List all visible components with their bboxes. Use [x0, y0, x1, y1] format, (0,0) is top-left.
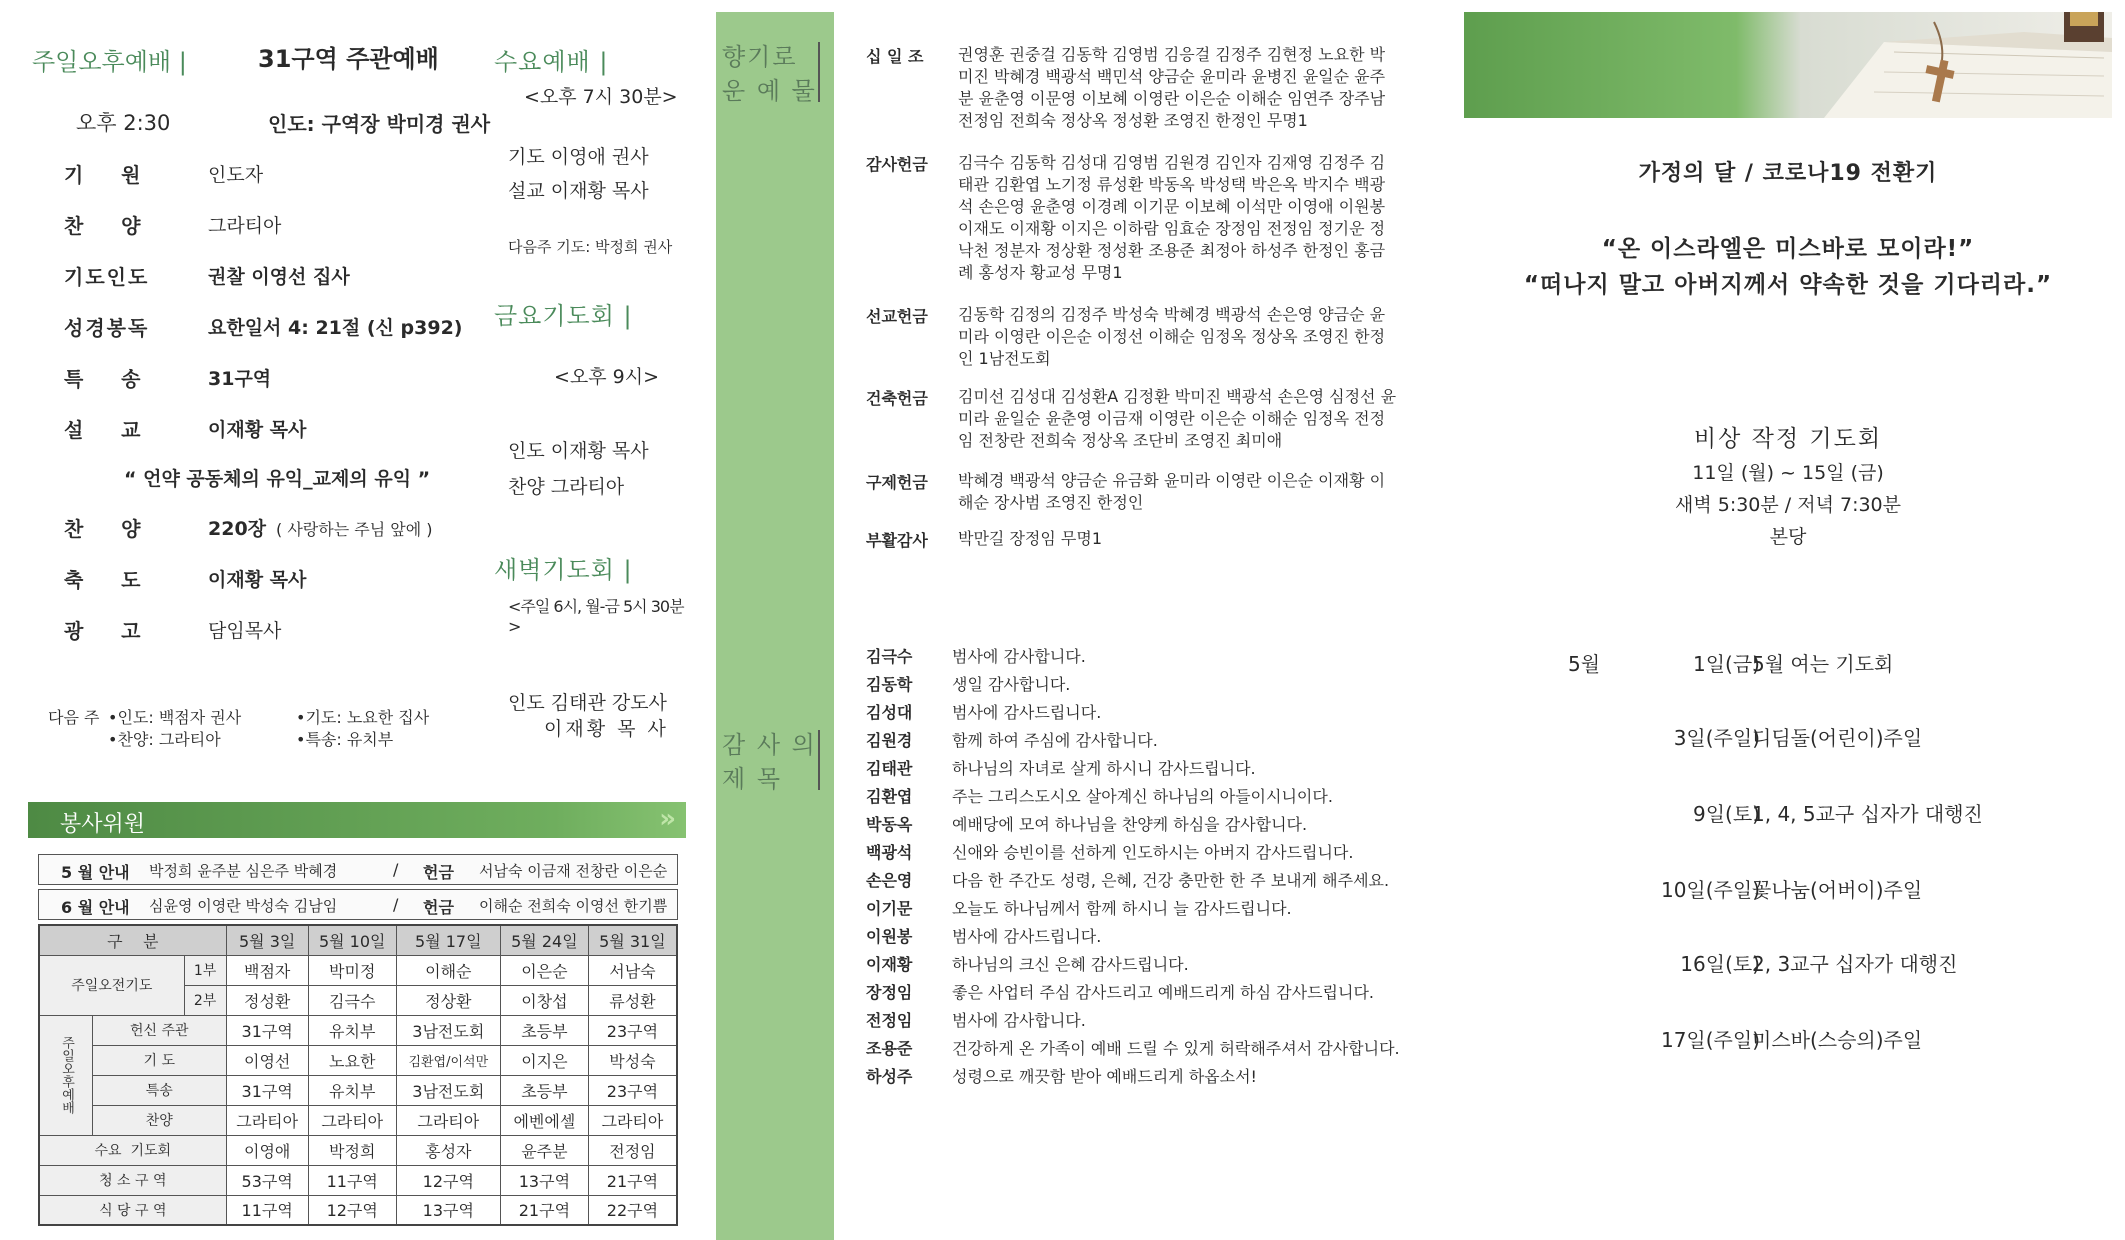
thanks-list [862, 644, 1462, 1104]
thanks-text: 범사에 감사합니다. [952, 647, 1086, 666]
table-cell: 유치부 [308, 1075, 396, 1105]
table-row [39, 1045, 677, 1075]
offerings-band-title: 향기로운 예 물 [722, 43, 817, 105]
thanks-name: 백광석 [866, 843, 913, 862]
row-label: 헌신 주관 [93, 1015, 227, 1045]
table-cell: 12구역 [308, 1195, 396, 1225]
order-label-hymn: 찬 양 [64, 517, 143, 541]
thanks-name: 김극수 [866, 647, 913, 666]
order-value-benediction: 이재황 목사 [208, 569, 307, 591]
table-cell: 3남전도회 [396, 1015, 500, 1045]
order-value-special: 31구역 [208, 368, 272, 390]
thanks-name: 이기문 [866, 899, 913, 918]
table-row [39, 1135, 677, 1165]
calendar-day: 1일(금) [1693, 652, 1760, 676]
thanks-text: 범사에 감사합니다. [952, 1011, 1086, 1030]
order-value-sermon: 이재황 목사 [208, 419, 307, 441]
row-group-label: 주일오전기도 [39, 955, 184, 1015]
friday-praise: 찬양 그라티아 [508, 476, 625, 498]
june-offer-label: 헌금 [423, 898, 454, 917]
weekday-services [488, 12, 688, 772]
order-label-announce: 광 고 [64, 619, 143, 643]
table-cell: 이해순 [396, 955, 500, 985]
row-label: 수요 기도회 [39, 1135, 226, 1165]
table-row [39, 1165, 677, 1195]
order-value-scripture: 요한일서 4: 21절 (신 p392) [208, 317, 463, 339]
order-label-benediction: 축 도 [64, 568, 143, 592]
order-value-praise: 그라티아 [208, 215, 282, 237]
order-value-invocation: 인도자 [208, 164, 264, 186]
thanks-name: 김동학 [866, 675, 913, 694]
row-label: 2부 [184, 985, 226, 1015]
next-week-item: •찬양: 그라티아 [108, 730, 221, 749]
table-cell: 정성환 [226, 985, 308, 1015]
thanks-band-title: 감 사 의 제 목 [722, 731, 817, 793]
thanks-text: 주는 그리스도시오 살아계신 하나님의 아들이시니이다. [952, 787, 1333, 806]
thanks-name: 이원봉 [866, 927, 913, 946]
next-week-item: •인도: 백점자 권사 [108, 708, 242, 727]
row-label: 찬양 [93, 1105, 227, 1135]
may-info-label: 5 월 안내 [61, 863, 130, 882]
table-row [39, 1075, 677, 1105]
table-cell: 이영선 [226, 1045, 308, 1075]
thanks-text: 좋은 사업터 주심 감사드리고 예배드리게 하심 감사드립니다. [952, 983, 1375, 1002]
table-cell: 이창섭 [500, 985, 588, 1015]
wednesday-time: <오후 7시 30분> [524, 86, 678, 108]
dawn-time: <주일 6시, 월-금 5시 30분> [508, 597, 684, 636]
may-info [38, 854, 678, 885]
offering-names: 김극수 김동학 김성대 김영범 김원경 김인자 김재영 김정주 김태관 김환엽 노기정 류성환 박동옥 박성택 박은옥 박지수 백광석 손은영 윤춘영 이경례 이기문 이보혜 이석만 이영애 이원봉 이재도 이재황 이지은 이하람 임효순 장정임 전정임 정기운 정낙천 정분자 정상환 정성환 조용준 최정아 하성주 한정인 홍금례 홍성자 황교성 무명1 [958, 153, 1386, 282]
table-cell: 23구역 [588, 1075, 677, 1105]
verse-line-1: “온 이스라엘은 미스바로 모이라!” [1601, 236, 1975, 262]
table-cell: 22구역 [588, 1195, 677, 1225]
volunteers-title: 봉사위원 [60, 812, 146, 837]
table-cell: 정상환 [396, 985, 500, 1015]
table-cell: 12구역 [396, 1165, 500, 1195]
table-cell: 김극수 [308, 985, 396, 1015]
thanks-text: 신애와 승빈이를 선하게 인도하시는 아버지 감사드립니다. [952, 843, 1354, 862]
prayer-meeting-title: 비상 작정 기도회 [1693, 426, 1883, 452]
table-header-cell: 구 분 [39, 925, 226, 955]
thanks-text: 오늘도 하나님께서 함께 하시니 늘 감사드립니다. [952, 899, 1292, 918]
thanks-name: 전정임 [866, 1011, 913, 1030]
next-week-label: 다음 주 [48, 708, 100, 727]
calendar-event: 디딤돌(어린이)주일 [1752, 726, 1923, 750]
thanks-name: 조용준 [866, 1039, 913, 1058]
thanks-text: 하나님의 크신 은혜 감사드립니다. [952, 955, 1189, 974]
table-cell: 초등부 [500, 1015, 588, 1045]
row-label: 기 도 [93, 1045, 227, 1075]
may-info-names: 박정희 윤주분 심은주 박혜경 [149, 862, 338, 880]
prayer-meeting-place: 본당 [1769, 526, 1807, 548]
calendar-month: 5월 [1568, 652, 1601, 676]
event-calendar [1560, 648, 2100, 1068]
table-cell: 그라티아 [588, 1105, 677, 1135]
order-value-prayer: 권찰 이영선 집사 [208, 266, 350, 288]
calendar-day: 17일(주일) [1660, 1028, 1760, 1052]
row-label: 식 당 구 역 [39, 1195, 226, 1225]
table-cell: 노요한 [308, 1045, 396, 1075]
offering-category: 건축헌금 [866, 389, 928, 408]
table-cell: 21구역 [500, 1195, 588, 1225]
table-header-cell: 5월 17일 [396, 925, 500, 955]
prayer-meeting-times: 새벽 5:30분 / 저녁 7:30분 [1674, 494, 1902, 516]
table-cell: 23구역 [588, 1015, 677, 1045]
table-cell: 서남숙 [588, 955, 677, 985]
dawn-header: 새벽기도회 | [494, 556, 633, 584]
calendar-event: 1, 4, 5교구 십자가 대행진 [1752, 802, 1983, 826]
may-offer-names: 서남숙 이금재 전창란 이은순 [479, 862, 668, 880]
table-header-cell: 5월 24일 [500, 925, 588, 955]
table-cell: 박정희 [308, 1135, 396, 1165]
header-banner [1464, 12, 2112, 118]
table-cell: 전정임 [588, 1135, 677, 1165]
thanks-name: 장정임 [866, 983, 913, 1002]
hymn-note: ( 사랑하는 주님 앞에 ) [276, 520, 433, 539]
thanks-name: 손은영 [866, 871, 913, 890]
offering-names: 김동학 김정의 김정주 박성숙 박혜경 백광석 손은영 양금순 윤미라 이영란 이은순 이정선 이해순 임정옥 정상옥 조영진 한정인 1남전도회 [958, 305, 1386, 368]
table-header-cell: 5월 31일 [588, 925, 677, 955]
next-week-item: •기도: 노요한 집사 [296, 708, 430, 727]
thanks-text: 다음 한 주간도 성령, 은혜, 건강 충만한 한 주 보내게 해주세요. [952, 871, 1390, 890]
offering-category: 십 일 조 [866, 47, 924, 66]
thanks-text: 하나님의 자녀로 살게 하시니 감사드립니다. [952, 759, 1256, 778]
table-cell: 이지은 [500, 1045, 588, 1075]
order-value-hymn: 220장 [208, 518, 267, 540]
table-cell: 박성숙 [588, 1045, 677, 1075]
june-info-separator: / [393, 895, 399, 914]
sermon-title: “ 언약 공동체의 유익_교제의 유익 ” [124, 468, 431, 490]
june-info [38, 889, 678, 920]
wednesday-next: 다음주 기도: 박정희 권사 [508, 238, 673, 256]
wednesday-prayer: 기도 이영애 권사 [508, 146, 649, 168]
table-row [39, 1105, 677, 1135]
row-label: 청 소 구 역 [39, 1165, 226, 1195]
calendar-day: 3일(주일) [1673, 726, 1760, 750]
table-cell: 21구역 [588, 1165, 677, 1195]
calendar-event: 미스바(스승의)주일 [1752, 1028, 1923, 1052]
order-label-prayer: 기도인도 [64, 265, 150, 289]
june-info-label: 6 월 안내 [61, 898, 130, 917]
order-label-sermon: 설 교 [64, 418, 143, 442]
wednesday-sermon: 설교 이재황 목사 [508, 180, 649, 202]
thanks-text: 성령으로 깨끗함 받아 예배드리게 하옵소서! [952, 1067, 1257, 1086]
next-week-item: •특송: 유치부 [296, 730, 394, 749]
dawn-leader2: 이재황 목 사 [544, 718, 669, 740]
row-label: 특송 [93, 1075, 227, 1105]
bible-cross-image [1464, 12, 2112, 118]
theme-title: 가정의 달 / 코로나19 전환기 [1638, 161, 1938, 186]
calendar-event: 5월 여는 기도회 [1752, 652, 1894, 676]
table-cell: 초등부 [500, 1075, 588, 1105]
sunday-time: 오후 2:30 [76, 111, 171, 135]
service-schedule-table [38, 924, 678, 1226]
table-cell: 그라티아 [308, 1105, 396, 1135]
table-cell: 31구역 [226, 1075, 308, 1105]
offering-category: 감사헌금 [866, 155, 928, 174]
table-cell: 3남전도회 [396, 1075, 500, 1105]
table-cell: 13구역 [396, 1195, 500, 1225]
thanks-text: 건강하게 온 가족이 예배 드릴 수 있게 허락해주셔서 감사합니다. [952, 1039, 1400, 1058]
offerings-band-divider [818, 42, 820, 102]
calendar-event: 꽃나눔(어버이)주일 [1752, 878, 1923, 902]
order-label-scripture: 성경봉독 [64, 316, 150, 340]
offering-category: 선교헌금 [866, 307, 928, 326]
thanks-text: 함께 하여 주심에 감사합니다. [952, 731, 1158, 750]
table-header-row [39, 925, 677, 955]
thanks-name: 김원경 [866, 731, 913, 750]
june-info-names: 심윤영 이영란 박성숙 김남임 [149, 897, 338, 915]
order-label-special: 특 송 [64, 367, 143, 391]
calendar-day: 9일(토) [1693, 802, 1760, 826]
thanks-name: 김성대 [866, 703, 913, 722]
table-cell: 홍성자 [396, 1135, 500, 1165]
prayer-meeting-dates: 11일 (월) ~ 15일 (금) [1692, 462, 1884, 484]
order-label-praise: 찬 양 [64, 214, 143, 238]
sunday-leader: 인도: 구역장 박미경 권사 [268, 112, 491, 136]
offering-names: 김미선 김성대 김성환A 김정환 박미진 백광석 손은영 심정선 윤미라 윤일순 윤춘영 이금재 이영란 이은순 이해순 임정옥 전정임 전창란 전희숙 정상옥 조단비 조영진 최미애 [958, 387, 1397, 450]
offering-names: 권영훈 권중걸 김동학 김영범 김응걸 김정주 김현정 노요한 박미진 박혜경 백광석 백민석 양금순 윤미라 윤병진 윤일순 윤주분 윤춘영 이문영 이보혜 이영란 이은순 이해순 임연주 장주남 전정임 전희숙 정상옥 정성환 조영진 한정인 무명1 [958, 45, 1386, 130]
table-row [39, 955, 677, 985]
thanks-name: 김태관 [866, 759, 913, 778]
order-label-invocation: 기 원 [64, 163, 143, 187]
table-cell: 윤주분 [500, 1135, 588, 1165]
row-label: 1부 [184, 955, 226, 985]
sunday-service-name: 31구역 주관예배 [258, 45, 439, 73]
table-cell: 이영애 [226, 1135, 308, 1165]
thanks-name: 박동옥 [866, 815, 913, 834]
thanks-text: 범사에 감사드립니다. [952, 927, 1102, 946]
table-cell: 그라티아 [226, 1105, 308, 1135]
chevron-right-icon: » [659, 804, 676, 834]
table-cell: 류성환 [588, 985, 677, 1015]
may-offer-label: 헌금 [423, 863, 454, 882]
thanks-name: 김환엽 [866, 787, 913, 806]
offering-category: 부활감사 [866, 531, 928, 550]
offering-category: 구제헌금 [866, 473, 928, 492]
calendar-day: 10일(주일) [1660, 878, 1760, 902]
calendar-event: 2, 3교구 십자가 대행진 [1752, 952, 1958, 976]
table-cell: 백점자 [226, 955, 308, 985]
sunday-header: 주일오후예배 | [32, 48, 187, 76]
table-cell: 13구역 [500, 1165, 588, 1195]
thanks-text: 생일 감사합니다. [952, 675, 1071, 694]
dawn-leader: 인도 김태관 강도사 [508, 692, 667, 714]
june-offer-names: 이해순 전희숙 이영선 한기쁨 [479, 897, 668, 915]
table-header-cell: 5월 10일 [308, 925, 396, 955]
may-info-separator: / [393, 860, 399, 879]
table-row [39, 1195, 677, 1225]
verse-line-2: “떠나지 말고 아버지께서 약속한 것을 기다리라.” [1523, 272, 2053, 298]
wednesday-header: 수요예배 | [494, 48, 609, 76]
table-cell: 유치부 [308, 1015, 396, 1045]
table-cell: 에벤에셀 [500, 1105, 588, 1135]
offering-names: 박만길 장정임 무명1 [958, 529, 1102, 548]
offering-names: 박혜경 백광석 양금순 유금화 윤미라 이영란 이은순 이재황 이해순 장사범 조영진 한정인 [958, 471, 1386, 512]
thanks-name: 하성주 [866, 1067, 913, 1086]
table-cell: 31구역 [226, 1015, 308, 1045]
thanks-band-divider [818, 730, 820, 790]
thanks-name: 이재황 [866, 955, 913, 974]
thanks-text: 범사에 감사드립니다. [952, 703, 1102, 722]
table-cell: 53구역 [226, 1165, 308, 1195]
table-cell: 박미정 [308, 955, 396, 985]
table-row [39, 1015, 677, 1045]
friday-leader: 인도 이재황 목사 [508, 440, 649, 462]
friday-header: 금요기도회 | [494, 302, 633, 330]
order-value-announce: 담임목사 [208, 620, 282, 642]
table-cell: 11구역 [308, 1165, 396, 1195]
table-cell: 11구역 [226, 1195, 308, 1225]
green-band [716, 12, 834, 1240]
volunteers-banner [28, 802, 686, 838]
friday-time: <오후 9시> [554, 366, 660, 388]
thanks-text: 예배당에 모여 하나님을 찬양케 하심을 감사합니다. [952, 815, 1308, 834]
table-cell: 그라티아 [396, 1105, 500, 1135]
table-cell: 김환엽/이석만 [396, 1045, 500, 1075]
calendar-day: 16일(토) [1680, 952, 1760, 976]
table-header-cell: 5월 3일 [226, 925, 308, 955]
table-cell: 이은순 [500, 955, 588, 985]
row-group-label: 주일오후예배 [39, 1015, 93, 1135]
